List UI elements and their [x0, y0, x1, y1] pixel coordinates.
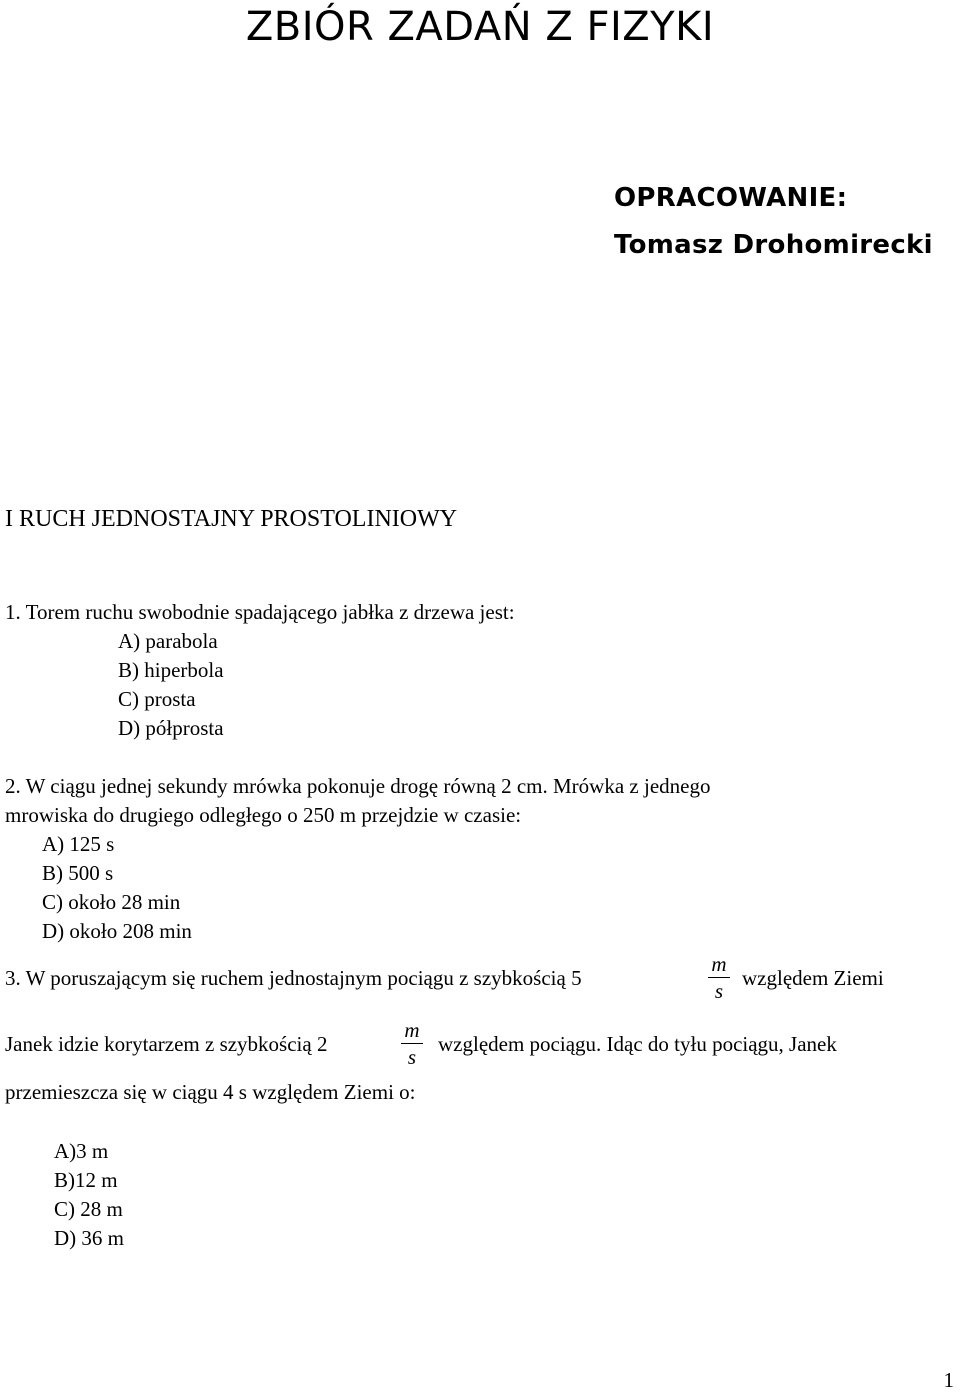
- question-1-option-c: C) prosta: [118, 687, 196, 711]
- question-1-option-a: A) parabola: [118, 629, 218, 653]
- section-heading: I RUCH JEDNOSTAJNY PROSTOLINIOWY: [5, 506, 458, 532]
- fraction-denominator: s: [407, 1045, 417, 1069]
- question-3-option-a: A)3 m: [54, 1139, 109, 1163]
- question-2-option-a: A) 125 s: [42, 832, 115, 856]
- fraction-denominator: s: [714, 979, 724, 1003]
- fraction-numerator: m: [711, 952, 727, 976]
- question-2-line-2: mrowiska do drugiego odległego o 250 m przejdzie w czasie:: [5, 803, 522, 827]
- question-1-option-d: D) półprosta: [118, 716, 224, 740]
- question-1-option-b: B) hiperbola: [118, 658, 224, 682]
- page-number: 1: [943, 1368, 954, 1392]
- question-2-option-c: C) około 28 min: [42, 890, 181, 914]
- author-label: OPRACOWANIE:: [614, 183, 848, 213]
- document-title: ZBIÓR ZADAŃ Z FIZYKI: [245, 4, 715, 50]
- question-1-text: 1. Torem ruchu swobodnie spadającego jabłka z drzewa jest:: [5, 600, 515, 624]
- question-3-line-2a: Janek idzie korytarzem z szybkością 2: [5, 1032, 328, 1056]
- unit-fraction-1: [708, 953, 730, 1002]
- question-3-line-1b: względem Ziemi: [742, 966, 884, 990]
- unit-fraction-2: [401, 1019, 423, 1068]
- fraction-numerator: m: [404, 1018, 420, 1042]
- question-3-line-2b: względem pociągu. Idąc do tyłu pociągu, Janek: [438, 1032, 837, 1056]
- fraction-bar: [401, 1043, 423, 1044]
- question-3-line-1a: 3. W poruszającym się ruchem jednostajnym pociągu z szybkością 5: [5, 966, 582, 990]
- question-3-option-c: C) 28 m: [54, 1197, 123, 1221]
- question-3-option-b: B)12 m: [54, 1168, 118, 1192]
- question-2-option-b: B) 500 s: [42, 861, 114, 885]
- question-2-option-d: D) około 208 min: [42, 919, 192, 943]
- fraction-bar: [708, 977, 730, 978]
- question-3-option-d: D) 36 m: [54, 1226, 124, 1250]
- question-2-line-1: 2. W ciągu jednej sekundy mrówka pokonuje drogę równą 2 cm. Mrówka z jednego: [5, 774, 711, 798]
- question-3-line-3: przemieszcza się w ciągu 4 s względem Ziemi o:: [5, 1080, 416, 1104]
- author-name: Tomasz Drohomirecki: [614, 230, 933, 260]
